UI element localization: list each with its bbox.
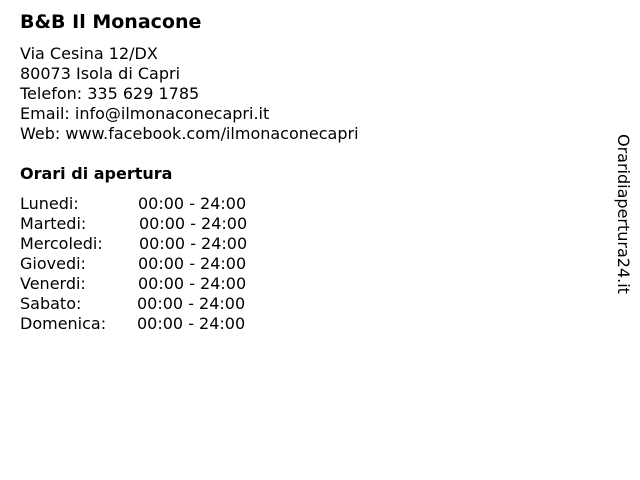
hours-row-sunday: [20, 314, 280, 334]
time-range: 00:00 - 24:00: [137, 314, 246, 333]
day-label: Mercoledi:: [20, 234, 103, 253]
day-label: Venerdi:: [20, 274, 86, 293]
hours-row-saturday: [20, 294, 280, 314]
day-label: Sabato:: [20, 294, 82, 313]
day-label: Domenica:: [20, 314, 107, 333]
day-label: Lunedi:: [20, 194, 79, 213]
business-name: B&B Il Monacone: [20, 11, 202, 33]
web-text: Web: www.facebook.com/ilmonaconecapri: [20, 124, 359, 143]
time-range: 00:00 - 24:00: [137, 294, 246, 313]
time-range: 00:00 - 24:00: [139, 214, 248, 233]
email-text: Email: info@ilmonaconecapri.it: [20, 104, 270, 123]
address-line-street: Via Cesina 12/DX: [20, 44, 158, 63]
address-line-city: 80073 Isola di Capri: [20, 64, 181, 83]
day-label: Martedi:: [20, 214, 87, 233]
day-label: Giovedi:: [20, 254, 86, 273]
phone-text: Telefon: 335 629 1785: [20, 84, 200, 103]
hours-row-friday: [20, 274, 280, 294]
time-range: 00:00 - 24:00: [138, 254, 247, 273]
opening-hours-title: Orari di apertura: [20, 164, 173, 183]
hours-row-monday: [20, 194, 280, 214]
site-watermark: Oraridiapertura24.it: [614, 134, 633, 294]
time-range: 00:00 - 24:00: [138, 194, 247, 213]
business-info: [20, 44, 359, 144]
hours-row-tuesday: [20, 214, 280, 234]
time-range: 00:00 - 24:00: [139, 234, 248, 253]
hours-row-thursday: [20, 254, 280, 274]
time-range: 00:00 - 24:00: [138, 274, 247, 293]
hours-row-wednesday: [20, 234, 280, 254]
opening-hours-table: [20, 194, 280, 334]
